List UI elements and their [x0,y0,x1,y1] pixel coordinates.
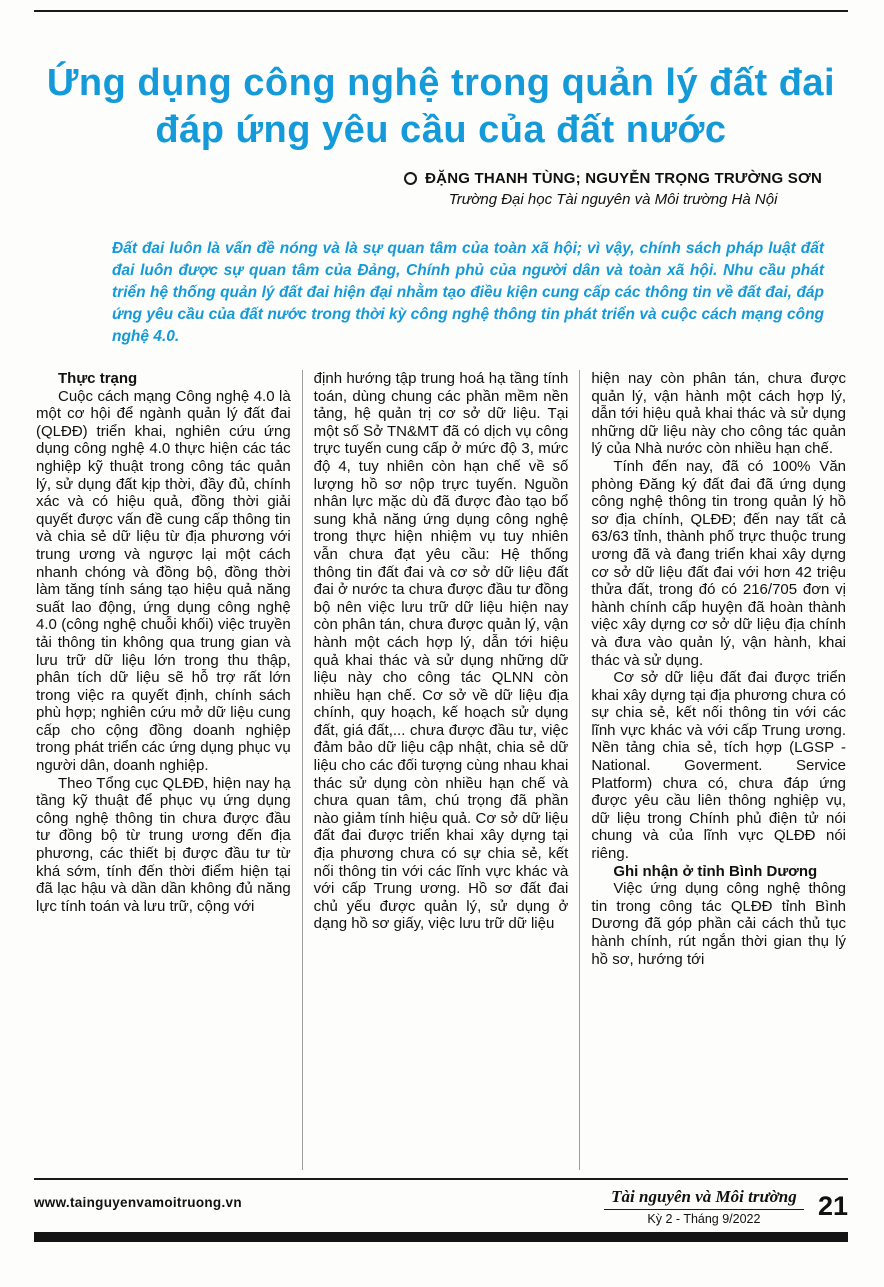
journal-name: Tài nguyên và Môi trường [604,1187,804,1210]
abstract: Đất đai luôn là vấn đề nóng và là sự quan tâm của toàn xã hội; vì vậy, chính sách pháp luật đất đai luôn được sự quan tâm của Đảng, Chính phủ của người dân và toàn xã hội. Nhu cầu phát triển hệ thống quản lý đất đai hiện đại nhằm tạo điều kiện cung cấp các thông tin về đất đai, đáp ứng yêu cầu của đất nước trong thời kỳ công nghệ thông tin phát triển và cuộc cách mạng công nghệ 4.0. [112,240,824,345]
section-heading-binh-duong: Ghi nhận ở tỉnh Bình Dương [613,862,818,880]
paragraph: Cuộc cách mạng Công nghệ 4.0 là một cơ hội để ngành quản lý đất đai (QLĐĐ) triển khai, nghiên cứu ứng dụng công nghệ 4.0 thực hiện các tác nghiệp kỹ thuật trong công tác quản lý, sử dụng đất kịp thời, đầy đủ, chính xác và có hiệu quả, đồng thời giải quyết được vấn đề cung cấp thông tin và chia sẻ dữ liệu từ địa phương với trung ương và ngược lại một cách nhanh chóng và đồng bộ, đồng thời làm tăng tính sáng tạo hiệu quả năng suất lao động, ứng dụng công nghệ 4.0 (công nghệ chuỗi khối) việc truyền tải thông tin không qua trung gian và lưu trữ dữ liệu lớn trong thu thập, phân tích dữ liệu sẽ hỗ trợ rất lớn trong việc ra quyết định, chính sách phù hợp; nghiên cứu mở dữ liệu cung cấp cho cộng đồng doanh nghiệp trong phát triển các ứng dụng phục vụ người dân, doanh nghiệp. [36,387,291,775]
page-footer [34,1178,848,1226]
column-3 [579,370,848,1170]
top-border [34,10,848,12]
authors-row [404,170,822,187]
article-title-line1: Ứng dụng công nghệ trong quản lý đất đai [46,62,836,104]
article-columns [34,370,848,1170]
journal-issue: Kỳ 2 - Tháng 9/2022 [647,1212,761,1226]
column-2 [302,370,580,1170]
article-title [34,60,848,154]
byline-block [404,170,822,208]
paragraph: Cơ sở dữ liệu đất đai được triển khai xây dựng tại địa phương chưa có sự chia sẻ, kết nối thông tin với các lĩnh vực khác và với cấp Trung ương. Nền tảng chia sẻ, tích hợp (LGSP - National. Goverment. Service Platform) chưa có, chưa đáp ứng được yêu cầu liên thông nghiệp vụ, dữ liệu trong Chính phủ điện tử nói chung và của lĩnh vực QLĐĐ nói riêng. [591,669,847,863]
journal-block [604,1187,804,1226]
column-1 [34,370,302,1170]
author-bullet-icon [404,172,417,185]
website-url: www.tainguyenvamoitruong.vn [34,1195,242,1210]
bottom-bar [34,1232,848,1242]
paragraph: Việc ứng dụng công nghệ thông tin trong công tác QLĐĐ tỉnh Bình Dương đã góp phần cải cách thủ tục hành chính, rút ngắn thời gian thụ lý hồ sơ, hướng tới [591,880,847,968]
paragraph: Tính đến nay, đã có 100% Văn phòng Đăng ký đất đai đã ứng dụng công nghệ thông tin trong quản lý hồ sơ địa chính, QLĐĐ; đến nay tất cả 63/63 tỉnh, thành phố trực thuộc trung ương đã và đang triển khai xây dựng cơ sở dữ liệu đất đai với hơn 42 triệu thửa đất, trong đó có 216/705 đơn vị hành chính cấp huyện đã hoàn thành việc xây dựng cơ sở dữ liệu địa chính và đưa vào quản lý, vận hành, khai thác và sử dụng. [591,457,847,669]
authors: ĐẶNG THANH TÙNG; NGUYỄN TRỌNG TRƯỜNG SƠN [425,170,822,187]
paragraph: hiện nay còn phân tán, chưa được quản lý, vận hành một cách hợp lý, dẫn tới hiệu quả khai thác và sử dụng những dữ liệu này cho công tác quản lý của Nhà nước còn nhiều hạn chế. [591,370,847,458]
paragraph: Theo Tổng cục QLĐĐ, hiện nay hạ tầng kỹ thuật để phục vụ ứng dụng công nghệ thông tin chưa được đầu tư đồng bộ từ trung ương đến địa phương, các thiết bị được đầu tư từ khá sớm, tính đến thời điểm hiện tại đã lạc hậu và dần dần không đủ năng lực tính toán và lưu trữ, cộng với [36,774,291,915]
footer-right [604,1187,848,1226]
affiliation: Trường Đại học Tài nguyên và Môi trường Hà Nội [448,191,778,208]
paragraph: định hướng tập trung hoá hạ tầng tính toán, dùng chung các phần mềm nền tảng, hệ quản trị cơ sở dữ liệu. Tại một số Sở TN&MT đã có dịch vụ công trực tuyến cung cấp ở mức độ 3, mức độ 4, tuy nhiên còn hạn chế về số lượng hồ sơ nộp trực tuyến. Nguồn nhân lực mặc dù đã được đào tạo bổ sung khả năng ứng dụng công nghệ trong thực hiện nhiệm vụ tuy nhiên vẫn chưa đạt yêu cầu: Hệ thống thông tin đất đai và cơ sở dữ liệu đất đai ở nước ta chưa được đầu tư đồng bộ nên việc lưu trữ dữ liệu hiện nay còn phân tán, chưa được quản lý, vận hành một cách hợp lý, dẫn tới hiệu quả khai thác và sử dụng những dữ liệu này cho công tác QLNN còn nhiều hạn chế. Cơ sở về dữ liệu địa chính, quy hoạch, kế hoạch sử dụng đất, giá đất,... chưa được đầu tư, việc đảm bảo dữ liệu cập nhật, chia sẻ dữ liệu cho các đối tượng cùng nhau khai thác sử dụng còn nhiều hạn chế và chưa quan tâm, chú trọng đã phần nào giảm tính hiệu quả. Cơ sở dữ liệu đất đai được triển khai xây dựng tại địa phương chưa có sự chia sẻ, kết nối thông tin với các lĩnh vực khác và với cấp Trung ương. Hồ sơ đất đai chủ yếu được quản lý, sử dụng ở dạng hồ sơ giấy, việc lưu trữ dữ liệu [313,370,569,933]
page-number: 21 [817,1191,848,1221]
article-title-line2: đáp ứng yêu cầu của đất nước [155,109,727,151]
section-heading-thuc-trang: Thực trạng [58,370,138,387]
